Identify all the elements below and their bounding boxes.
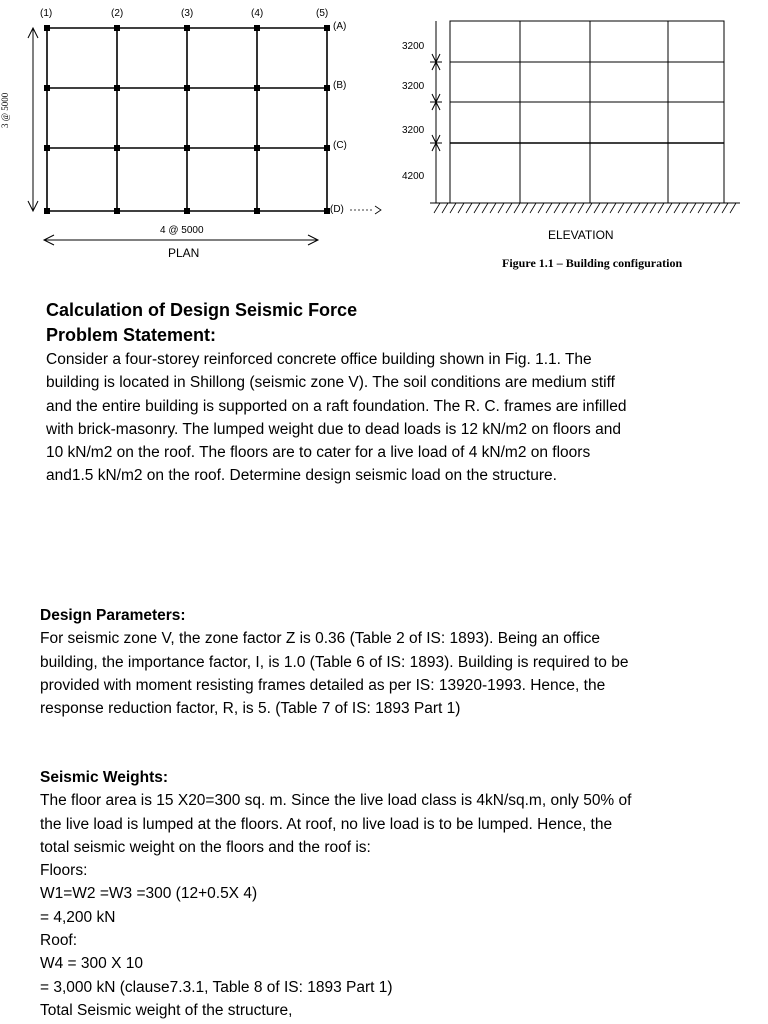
plan-horizontal-dim-label: 4 @ 5000 bbox=[160, 225, 204, 236]
plan-row-label-d: (D) bbox=[330, 204, 344, 215]
heading bbox=[46, 298, 357, 348]
problem-statement bbox=[46, 348, 746, 488]
figure-caption: Figure 1.1 – Building configuration bbox=[502, 256, 683, 270]
seismic-weight-line: W4 = 300 X 10 bbox=[40, 955, 143, 973]
plan-title: PLAN bbox=[168, 246, 200, 260]
plan-axis-label-3: (3) bbox=[181, 8, 194, 19]
plan-axis-label-1: (1) bbox=[40, 8, 53, 19]
plan-row-label-a: (A) bbox=[333, 21, 347, 32]
plan-horizontal-dimension bbox=[44, 235, 318, 245]
design-param-line: For seismic zone V, the zone factor Z is 0.36 (Table 2 of IS: 1893). Being an office bbox=[40, 630, 601, 648]
seismic-weight-line: Roof: bbox=[40, 932, 78, 950]
elevation-frame bbox=[450, 21, 724, 203]
seismic-weight-line: Floors: bbox=[40, 862, 88, 880]
plan-axis-label-4: (4) bbox=[251, 8, 264, 19]
plan-axis-label-2: (2) bbox=[111, 8, 124, 19]
elevation-height-4: 3200 bbox=[402, 41, 425, 52]
seismic-weight-line: W1=W2 =W3 =300 (12+0.5X 4) bbox=[40, 885, 258, 903]
problem-line: Consider a four-storey reinforced concrete office building shown in Fig. 1.1. The bbox=[46, 351, 592, 368]
seismic-weight-line: total seismic weight on the floors and the roof is: bbox=[40, 838, 371, 856]
problem-line: and1.5 kN/m2 on the roof. Determine design seismic load on the structure. bbox=[46, 467, 557, 485]
problem-statement-heading: Problem Statement: bbox=[46, 325, 217, 345]
elevation-title: ELEVATION bbox=[548, 228, 614, 242]
building-figure bbox=[0, 0, 768, 290]
plan-vertical-dimension bbox=[28, 28, 38, 211]
plan-grid bbox=[47, 28, 327, 211]
problem-line: 10 kN/m2 on the roof. The floors are to cater for a live load of 4 kN/m2 on floors bbox=[46, 444, 591, 462]
seismic-weight-line: = 3,000 kN (clause7.3.1, Table 8 of IS: 1893 Part 1) bbox=[40, 978, 393, 996]
design-parameters bbox=[40, 604, 740, 720]
seismic-weight-line: = 4,200 kN bbox=[40, 908, 116, 926]
design-param-line: provided with moment resisting frames detailed as per IS: 13920-1993. Hence, the bbox=[40, 676, 606, 694]
page-title: Calculation of Design Seismic Force bbox=[46, 300, 358, 320]
plan-row-label-b: (B) bbox=[333, 80, 347, 91]
building-diagram bbox=[0, 0, 768, 290]
elevation-height-1: 4200 bbox=[402, 171, 425, 182]
design-param-line: response reduction factor, R, is 5. (Table 7 of IS: 1893 Part 1) bbox=[40, 700, 461, 718]
plan-row-label-c: (C) bbox=[333, 140, 347, 151]
problem-line: building is located in Shillong (seismic zone V). The soil conditions are medium stiff bbox=[46, 374, 615, 392]
seismic-weights bbox=[40, 766, 740, 1022]
elevation-dimensions bbox=[430, 21, 442, 203]
problem-line: and the entire building is supported on a raft foundation. The R. C. frames are infilled bbox=[46, 397, 627, 415]
seismic-weights-heading: Seismic Weights: bbox=[40, 769, 169, 786]
design-param-line: building, the importance factor, I, is 1.0 (Table 6 of IS: 1893). Building is required to be bbox=[40, 653, 629, 671]
ground-hatch bbox=[430, 203, 740, 213]
seismic-weight-line: the live load is lumped at the floors. At roof, no live load is to be lumped. Hence, the bbox=[40, 815, 613, 833]
design-parameters-heading: Design Parameters: bbox=[40, 607, 186, 624]
elevation-height-3: 3200 bbox=[402, 81, 425, 92]
seismic-weight-line: Total Seismic weight of the structure, bbox=[40, 1001, 293, 1019]
elevation-height-2: 3200 bbox=[402, 125, 425, 136]
plan-vertical-dim-label: 3 @ 5000 bbox=[0, 92, 10, 128]
plan-direction-arrow bbox=[350, 206, 381, 214]
seismic-weight-line: The floor area is 15 X20=300 sq. m. Since the live load class is 4kN/sq.m, only 50% of bbox=[40, 792, 632, 810]
plan-axis-label-5: (5) bbox=[316, 8, 329, 19]
problem-line: with brick-masonry. The lumped weight due to dead loads is 12 kN/m2 on floors and bbox=[46, 420, 621, 438]
